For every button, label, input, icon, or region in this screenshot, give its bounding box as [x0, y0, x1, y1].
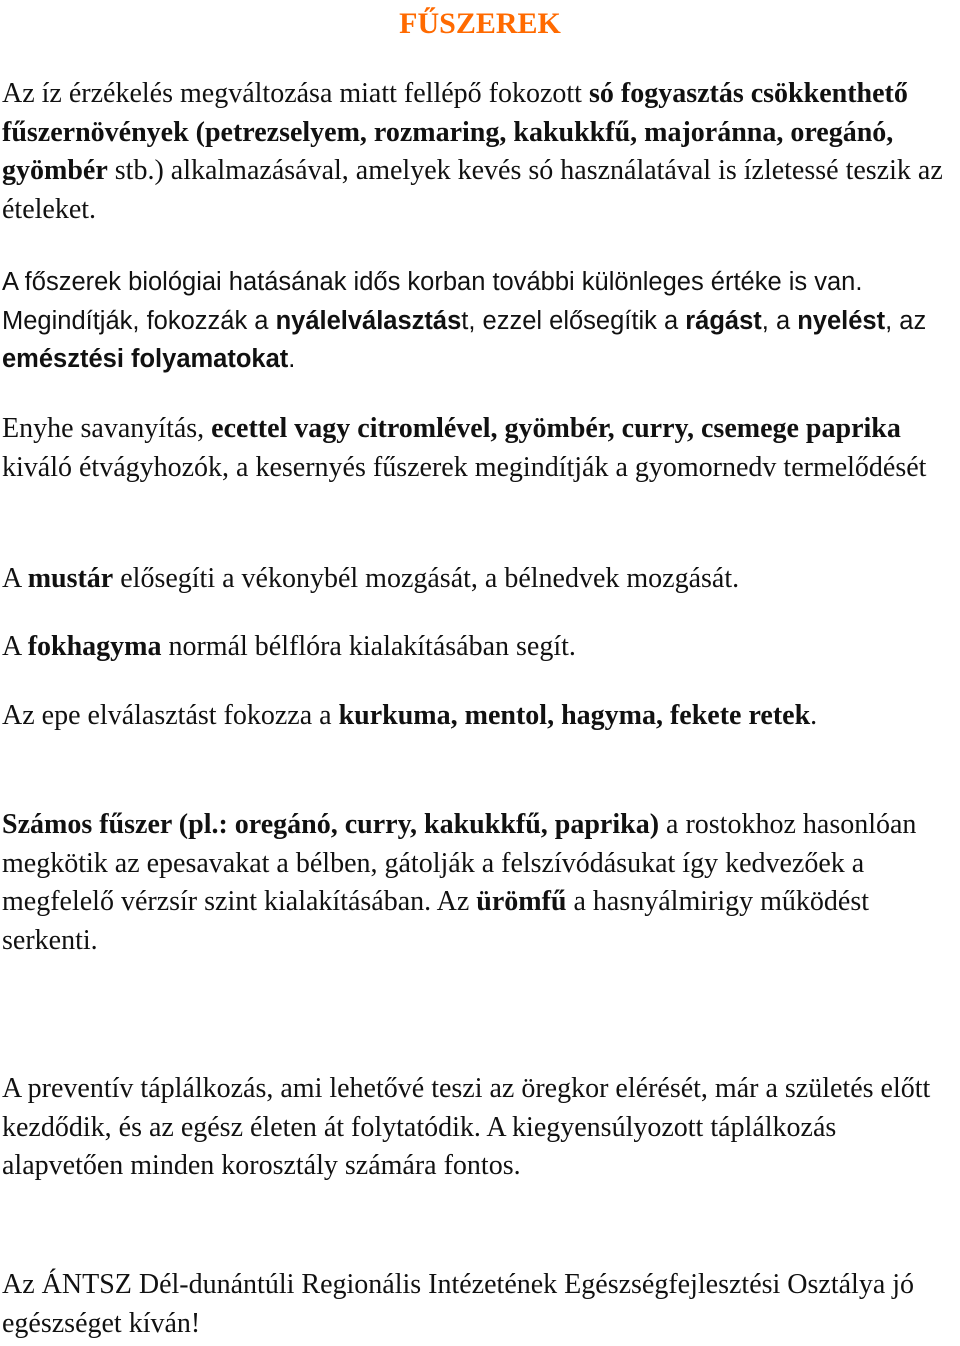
text-run: a hasnyálmirigy működést serkenti. [2, 886, 870, 956]
text-run-bold: só fogyasztás csökkenthető fűszernövények (petrezselyem, rozmaring, kakukkfű, majoránna, oregánó, gyömbér [2, 78, 908, 186]
paragraph-preventive-nutrition [2, 1070, 960, 1186]
text-run: Az íz érzékelés megváltozása miatt fellépő fokozott [2, 78, 589, 109]
text-run-bold: Számos fűszer (pl.: oregánó, curry, kakukkfű, paprika) [2, 809, 660, 840]
text-run: kiváló étvágyhozók, a kesernyés fűszerek megindítják a gyomornedv termelődését [2, 451, 927, 483]
text-run: t, ezzel elősegítik a [461, 306, 686, 335]
text-run-bold: nyelést [797, 306, 886, 335]
text-run: , az [885, 306, 927, 335]
text-run-bold: ürömfű [476, 886, 567, 917]
text-run-bold: fokhagyma [27, 631, 162, 662]
text-run: normál bélflóra kialakításában segít. [161, 631, 576, 662]
paragraph-bile [2, 697, 960, 736]
text-run: , a [761, 306, 798, 335]
text-run-bold: nyálelválasztás [275, 306, 462, 335]
text-run: A főszerek biológiai hatásának idős korban további különleges értéke is van. Megindítják, fokozzák a [2, 268, 863, 335]
text-run: A preventív táplálkozás, ami lehetővé teszi az öregkor elérését, már a születés előtt kezdődik, és az egész életen át folytatódik. A kiegyensúlyozott táplálkozás alapvetően minden korosztály számára fontos. [2, 1073, 931, 1181]
text-run: . [810, 700, 818, 731]
paragraph-biological-effects [2, 263, 960, 379]
text-run-bold: mustár [27, 563, 114, 594]
text-run: stb.) alkalmazásával, amelyek kevés só használatával is ízletessé teszik az ételeket. [2, 155, 943, 225]
paragraph-garlic [2, 628, 960, 667]
paragraph-closing-signature [2, 1266, 960, 1343]
text-run-bold: rágást [685, 306, 762, 335]
text-run-bold: ecettel vagy citromlével, gyömbér, curry, csemege paprika [211, 413, 901, 444]
text-run-bold: kurkuma, mentol, hagyma, fekete retek [338, 700, 811, 731]
paragraph-bile-acids [2, 806, 960, 960]
text-run: A [2, 631, 28, 662]
text-run: A [2, 563, 28, 594]
text-run-bold: emésztési folyamatokat [2, 345, 289, 373]
paragraph-mustard [2, 560, 960, 599]
paragraph-salt-spices [2, 75, 960, 229]
page-title: FŰSZEREK [399, 7, 561, 40]
text-run: Enyhe savanyítás, [2, 413, 212, 444]
text-run: a rostokhoz hasonlóan megkötik az epesavakat a bélben, gátolják a felszívódásukat így kedvezőek a megfelelő vérzsír szint kialakításában. Az [2, 809, 917, 917]
paragraph-appetizers [2, 410, 960, 487]
text-run: Az ÁNTSZ Dél-dunántúli Regionális Intézetének Egészségfejlesztési Osztálya jó egészséget kíván! [2, 1269, 915, 1339]
text-run: elősegíti a vékonybél mozgását, a bélnedvek mozgását. [113, 563, 740, 594]
text-run: . [288, 345, 296, 373]
text-run: Az epe elválasztást fokozza a [2, 700, 339, 731]
